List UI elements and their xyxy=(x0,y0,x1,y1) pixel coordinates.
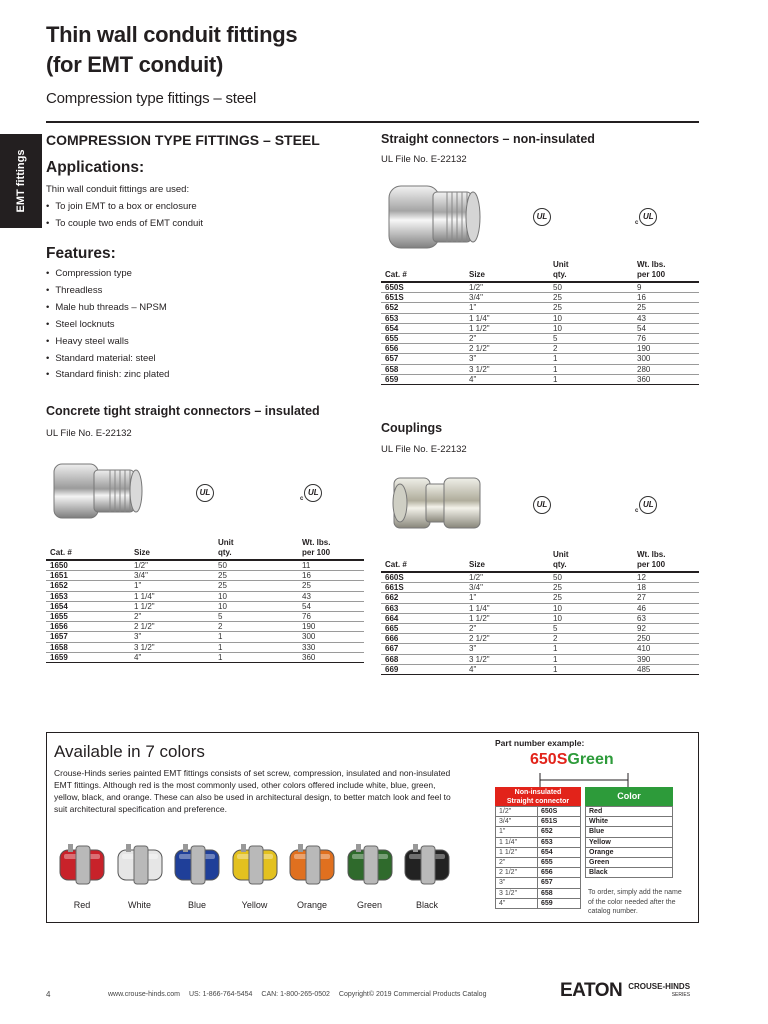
eaton-logo: EATON xyxy=(560,980,623,1001)
table-row: Red xyxy=(586,807,673,817)
table-row: 653 1 1/4" 10 43 xyxy=(381,313,699,323)
footer-contact xyxy=(108,991,486,998)
color-swatch-label: Orange xyxy=(296,900,328,910)
list-item: • Threadless xyxy=(46,283,169,300)
table-row: Green xyxy=(586,857,673,867)
col-wt: Wt. lbs. per 100 xyxy=(298,538,364,560)
color-swatch-row xyxy=(52,842,472,912)
ul-listed-icon: UL xyxy=(196,484,214,502)
straight-ul-file: UL File No. E-22132 xyxy=(381,154,467,165)
table-row: 666 2 1/2" 2 250 xyxy=(381,634,699,644)
features-list xyxy=(46,266,169,384)
table-row: 1654 1 1/2" 10 54 xyxy=(46,601,364,611)
concrete-title: Concrete tight straight connectors – insulated xyxy=(46,404,320,418)
list-item: • Standard material: steel xyxy=(46,351,169,368)
table-row: 667 3" 1 410 xyxy=(381,644,699,654)
couplings-title: Couplings xyxy=(381,421,443,435)
col-size: Size xyxy=(130,538,214,560)
brand-logo xyxy=(560,980,690,1002)
applications-heading: Applications: xyxy=(46,159,145,176)
coupling-photo xyxy=(388,472,484,534)
page-number: 4 xyxy=(46,990,51,999)
table-row: 654 1 1/2" 10 54 xyxy=(381,323,699,333)
table-row: 3 1/2" 658 xyxy=(496,888,581,898)
couplings-ul-file: UL File No. E-22132 xyxy=(381,444,467,455)
part-number-cat: 650S xyxy=(530,751,568,768)
list-item: • To couple two ends of EMT conduit xyxy=(46,216,203,233)
table-row: 4" 659 xyxy=(496,898,581,908)
col-unit: Unit qty. xyxy=(549,260,633,282)
page-title xyxy=(46,20,297,80)
col-cat: Cat. # xyxy=(381,260,465,282)
table-row: 1 1/4" 653 xyxy=(496,837,581,847)
order-note: To order, simply add the name of the color needed after the catalog number. xyxy=(588,889,682,915)
colored-fitting-image xyxy=(225,842,285,886)
table-row: 1651 3/4" 25 16 xyxy=(46,571,364,581)
footer-website[interactable]: www.crouse-hinds.com xyxy=(108,991,180,998)
col-size: Size xyxy=(465,550,549,572)
color-swatch-label: White xyxy=(127,900,151,910)
table-row: 1/2" 650S xyxy=(496,807,581,817)
table-row: 668 3 1/2" 1 390 xyxy=(381,654,699,664)
footer-us-phone: US: 1-866-764-5454 xyxy=(188,991,253,998)
list-item: • Standard finish: zinc plated xyxy=(46,367,169,384)
table-row: 650S 1/2" 50 9 xyxy=(381,282,699,293)
colors-description: Crouse-Hinds series painted EMT fittings consists of set screw, compression, insulated and non-insulated EMT fittings. Although red is the most commonly used, other colors offered include white, blue, green, yellow, black, and orange. These can also be used in architectural design, to better match look and feel to suit architectural specification and preference. xyxy=(54,768,451,814)
colored-fitting-image xyxy=(340,842,400,886)
top-divider xyxy=(46,121,699,123)
couplings-table xyxy=(381,550,699,675)
colors-title: Available in 7 colors xyxy=(54,742,205,761)
color-swatch xyxy=(340,842,400,912)
series-label: SERIES xyxy=(671,992,691,998)
table-row: 665 2" 5 92 xyxy=(381,623,699,633)
table-row: 1656 2 1/2" 2 190 xyxy=(46,622,364,632)
table-row: Blue xyxy=(586,827,673,837)
table-row: 656 2 1/2" 2 190 xyxy=(381,344,699,354)
title-line-1: Thin wall conduit fittings xyxy=(46,22,298,47)
cul-listed-icon: c UL xyxy=(635,496,657,514)
table-row: 2" 655 xyxy=(496,857,581,867)
color-swatch-label: Red xyxy=(73,900,91,910)
section-title: COMPRESSION TYPE FITTINGS – STEEL xyxy=(46,132,320,148)
col-cat: Cat. # xyxy=(381,550,465,572)
title-line-2: (for EMT conduit) xyxy=(46,52,223,77)
table-row: 658 3 1/2" 1 280 xyxy=(381,364,699,374)
table-row: 1652 1" 25 25 xyxy=(46,581,364,591)
table-row: 1658 3 1/2" 1 330 xyxy=(46,642,364,652)
table-row: 1" 652 xyxy=(496,827,581,837)
table-row: 669 4" 1 485 xyxy=(381,664,699,674)
order-header-left: Non-insulated Straight connector xyxy=(495,787,581,806)
table-row: Black xyxy=(586,868,673,878)
side-tab xyxy=(0,134,42,228)
table-row: 657 3" 1 300 xyxy=(381,354,699,364)
colored-fitting-image xyxy=(397,842,457,886)
table-row: 1650 1/2" 50 11 xyxy=(46,560,364,571)
colored-fitting-image xyxy=(110,842,170,886)
straight-title: Straight connectors – non-insulated xyxy=(381,132,595,146)
table-row: 659 4" 1 360 xyxy=(381,374,699,384)
table-row: 3/4" 651S xyxy=(496,817,581,827)
straight-connector-photo xyxy=(385,178,485,256)
concrete-ul-file: UL File No. E-22132 xyxy=(46,428,132,439)
table-row: 1653 1 1/4" 10 43 xyxy=(46,591,364,601)
concrete-connector-photo xyxy=(50,456,146,526)
colored-fitting-image xyxy=(167,842,227,886)
footer-copyright: Copyright© 2019 Commercial Products Catalog xyxy=(338,991,487,998)
order-header-right: Color xyxy=(585,787,673,806)
col-wt: Wt. lbs. per 100 xyxy=(633,550,699,572)
list-item: • Heavy steel walls xyxy=(46,334,169,351)
sub-brand: CROUSE-HINDS xyxy=(628,982,691,991)
side-tab-label: EMT fittings xyxy=(15,149,27,213)
table-row: 652 1" 25 25 xyxy=(381,303,699,313)
list-item: • To join EMT to a box or enclosure xyxy=(46,199,203,216)
page-subtitle: Compression type fittings – steel xyxy=(46,90,257,107)
cul-listed-icon: c UL xyxy=(300,484,322,502)
table-row: 664 1 1/2" 10 63 xyxy=(381,613,699,623)
part-number-label: Part number example: xyxy=(495,738,585,748)
color-swatch-label: Blue xyxy=(187,900,206,910)
table-row: 651S 3/4" 25 16 xyxy=(381,293,699,303)
table-row: 660S 1/2" 50 12 xyxy=(381,572,699,583)
col-cat: Cat. # xyxy=(46,538,130,560)
col-size: Size xyxy=(465,260,549,282)
ul-listed-icon: UL xyxy=(533,496,551,514)
list-item: • Steel locknuts xyxy=(46,317,169,334)
cul-listed-icon: c UL xyxy=(635,208,657,226)
color-swatch-label: Green xyxy=(356,900,382,910)
order-size-table xyxy=(495,806,581,909)
table-row: 1 1/2" 654 xyxy=(496,847,581,857)
table-row: 663 1 1/4" 10 46 xyxy=(381,603,699,613)
part-number-color: Green xyxy=(567,751,614,768)
straight-table xyxy=(381,260,699,385)
applications-intro: Thin wall conduit fittings are used: xyxy=(46,184,190,195)
table-row: 662 1" 25 27 xyxy=(381,593,699,603)
colored-fitting-image xyxy=(52,842,112,886)
features-heading: Features: xyxy=(46,245,116,262)
col-unit: Unit qty. xyxy=(549,550,633,572)
table-row: 655 2" 5 76 xyxy=(381,333,699,343)
part-number-connector-lines xyxy=(494,773,674,787)
table-row: 1655 2" 5 76 xyxy=(46,611,364,621)
color-swatch xyxy=(167,842,227,912)
table-row: 661S 3/4" 25 18 xyxy=(381,583,699,593)
color-swatch xyxy=(282,842,342,912)
table-row: White xyxy=(586,817,673,827)
list-item: • Compression type xyxy=(46,266,169,283)
colored-fitting-image xyxy=(282,842,342,886)
color-swatch xyxy=(110,842,170,912)
order-color-table xyxy=(585,806,673,878)
table-row: 1657 3" 1 300 xyxy=(46,632,364,642)
color-swatch-label: Yellow xyxy=(241,900,268,910)
table-row: 1659 4" 1 360 xyxy=(46,652,364,662)
table-row: Orange xyxy=(586,847,673,857)
concrete-table xyxy=(46,538,364,663)
part-number-example xyxy=(530,751,614,769)
col-wt: Wt. lbs. per 100 xyxy=(633,260,699,282)
color-swatch xyxy=(225,842,285,912)
color-swatch xyxy=(52,842,112,912)
table-row: 3" 657 xyxy=(496,878,581,888)
color-swatch-label: Black xyxy=(415,900,438,910)
table-row: Yellow xyxy=(586,837,673,847)
ul-listed-icon: UL xyxy=(533,208,551,226)
list-item: • Male hub threads – NPSM xyxy=(46,300,169,317)
table-row: 2 1/2" 656 xyxy=(496,868,581,878)
color-swatch xyxy=(397,842,457,912)
footer-can-phone: CAN: 1-800-265-0502 xyxy=(261,991,330,998)
applications-list xyxy=(46,199,203,233)
col-unit: Unit qty. xyxy=(214,538,298,560)
